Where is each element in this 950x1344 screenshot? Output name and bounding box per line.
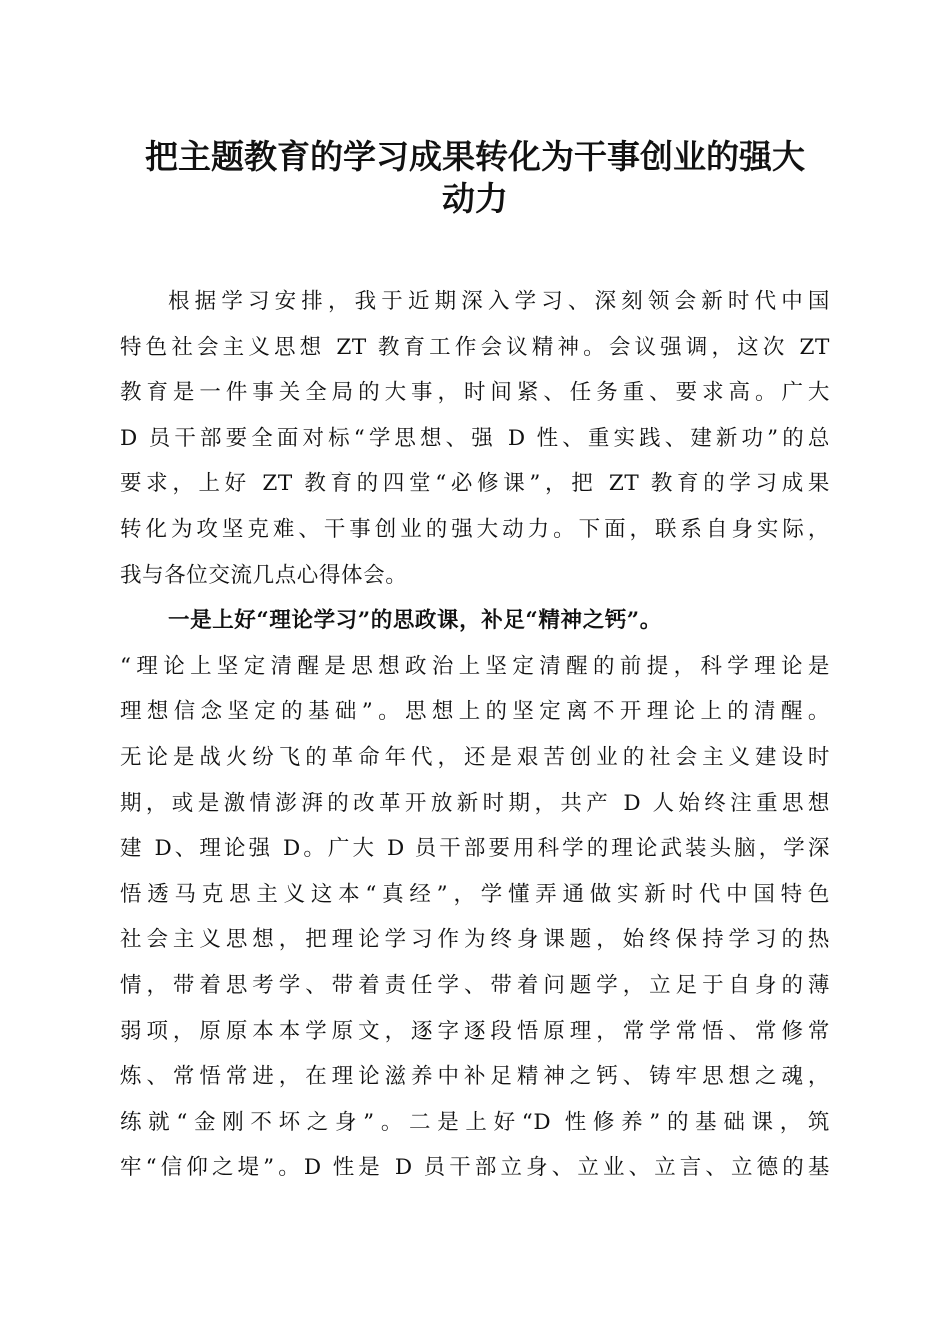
text-line: “理论上坚定清醒是思想政治上坚定清醒的前提，科学理论是 [120,653,830,679]
text-line: 悟透马克思主义这本“真经”，学懂弄通做实新时代中国特色 [120,881,830,907]
text-line: 弱项，原原本本学原文，逐字逐段悟原理，常学常悟、常修常 [120,1018,830,1044]
title-line-1: 把主题教育的学习成果转化为干事创业的强大 [145,137,805,176]
text-line: D 员干部要全面对标“学思想、强 D 性、重实践、建新功”的总 [120,425,830,451]
text-line: 炼、常悟常进，在理论滋养中补足精神之钙、铸牢思想之魂， [120,1064,830,1090]
document-title [100,136,850,220]
text-line: 理想信念坚定的基础”。思想上的坚定离不开理论上的清醒。 [120,699,830,725]
paragraph-theory [120,598,830,1191]
title-line-2: 动力 [442,179,508,218]
text-line: 要求，上好 ZT 教育的四堂“必修课”，把 ZT 教育的学习成果 [120,471,830,497]
text-line: 教育是一件事关全局的大事，时间紧、任务重、要求高。广大 [120,380,830,406]
text-line: 转化为攻坚克难、干事创业的强大动力。下面，联系自身实际， [120,516,830,542]
text-line: 练就“金刚不坏之身”。二是上好“D 性修养”的基础课，筑 [120,1109,830,1135]
text-line: 我与各位交流几点心得体会。 [120,562,408,588]
section-heading: 一是上好“理论学习”的思政课，补足“精神之钙”。 [168,608,662,634]
text-line: 期，或是激情澎湃的改革开放新时期，共产 D 人始终注重思想 [120,790,830,816]
text-line: 建 D、理论强 D。广大 D 员干部要用科学的理论武装头脑，学深 [120,836,830,862]
text-line: 社会主义思想，把理论学习作为终身课题，始终保持学习的热 [120,927,830,953]
text-line: 牢“信仰之堤”。D 性是 D 员干部立身、立业、立言、立德的基 [120,1155,830,1181]
text-line: 情，带着思考学、带着责任学、带着问题学，立足于自身的薄 [120,972,830,998]
text-line: 特色社会主义思想 ZT 教育工作会议精神。会议强调，这次 ZT [120,334,830,360]
text-line: 无论是战火纷飞的革命年代，还是艰苦创业的社会主义建设时 [120,744,830,770]
paragraph-intro [120,279,830,598]
document-body [120,279,830,1191]
text-line: 根据学习安排，我于近期深入学习、深刻领会新时代中国 [168,289,830,314]
